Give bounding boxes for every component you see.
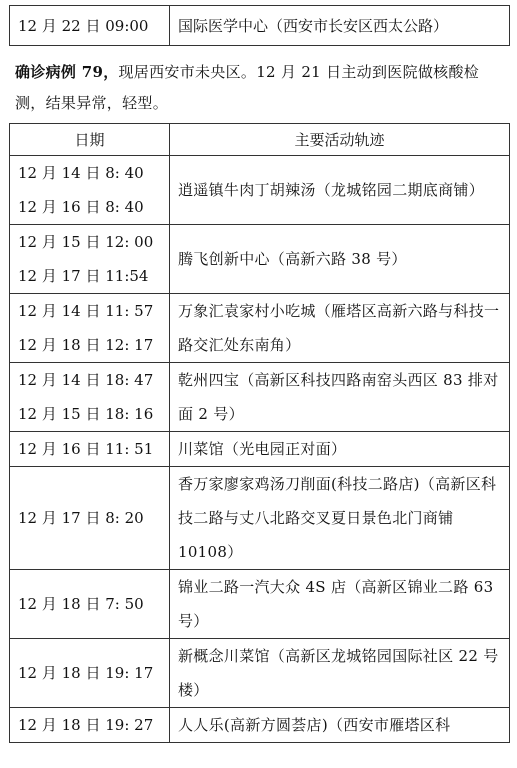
case-label: 确诊病例 79， (15, 63, 119, 81)
location-cell: 川菜馆（光电园正对面） (170, 432, 510, 467)
table-row (10, 639, 510, 708)
date-cell (10, 156, 170, 225)
date-line: 12 月 16 日 8: 40 (18, 198, 144, 216)
date-line: 12 月 18 日 7: 50 (18, 595, 144, 613)
date-line: 12 月 14 日 18: 47 (18, 371, 154, 389)
table-header-row (10, 124, 510, 156)
table-row (10, 156, 510, 225)
case-description (15, 57, 505, 119)
table-row (10, 570, 510, 639)
date-line: 12 月 17 日 11:54 (18, 267, 149, 285)
location-cell: 国际医学中心（西安市长安区西太公路） (170, 6, 510, 46)
date-line: 12 月 18 日 19: 27 (18, 716, 154, 734)
table-row (10, 294, 510, 363)
table-row (10, 467, 510, 570)
date-line: 12 月 15 日 12: 00 (18, 233, 154, 251)
date-cell (10, 467, 170, 570)
date-cell (10, 363, 170, 432)
date-line: 12 月 15 日 18: 16 (18, 405, 154, 423)
column-header-date: 日期 (10, 124, 170, 156)
location-cell: 新概念川菜馆（高新区龙城铭园国际社区 22 号楼） (170, 639, 510, 708)
activity-trajectory-table (9, 123, 510, 743)
location-cell: 乾州四宝（高新区科技四路南窑头西区 83 排对面 2 号） (170, 363, 510, 432)
table-row (10, 432, 510, 467)
location-cell: 腾飞创新中心（高新六路 38 号） (170, 225, 510, 294)
date-line: 12 月 14 日 8: 40 (18, 164, 144, 182)
table-row (10, 6, 510, 46)
table-row (10, 363, 510, 432)
date-cell (10, 708, 170, 743)
date-cell (10, 432, 170, 467)
date-cell (10, 639, 170, 708)
date-cell (10, 225, 170, 294)
location-cell: 人人乐(高新方圆荟店)（西安市雁塔区科 (170, 708, 510, 743)
table-row (10, 225, 510, 294)
table-row (10, 708, 510, 743)
column-header-trajectory: 主要活动轨迹 (170, 124, 510, 156)
date-line: 12 月 18 日 12: 17 (18, 336, 154, 354)
location-cell: 锦业二路一汽大众 4S 店（高新区锦业二路 63 号） (170, 570, 510, 639)
case-text: 现居西安市未央区。12 月 21 日主动到医院做核酸检测，结果异常，轻型。 (15, 63, 480, 112)
date-line: 12 月 17 日 8: 20 (18, 509, 144, 527)
date-line: 12 月 16 日 11: 51 (18, 440, 154, 458)
date-line: 12 月 14 日 11: 57 (18, 302, 154, 320)
location-cell: 万象汇袁家村小吃城（雁塔区高新六路与科技一路交汇处东南角） (170, 294, 510, 363)
date-line: 12 月 18 日 19: 17 (18, 664, 154, 682)
date-cell: 12 月 22 日 09:00 (10, 6, 170, 46)
location-cell: 香万家廖家鸡汤刀削面(科技二路店)（高新区科技二路与丈八北路交叉夏日景色北门商铺 10108） (170, 467, 510, 570)
location-cell: 逍遥镇牛肉丁胡辣汤（龙城铭园二期底商铺） (170, 156, 510, 225)
date-cell (10, 294, 170, 363)
date-cell (10, 570, 170, 639)
previous-case-table-tail (9, 5, 510, 46)
